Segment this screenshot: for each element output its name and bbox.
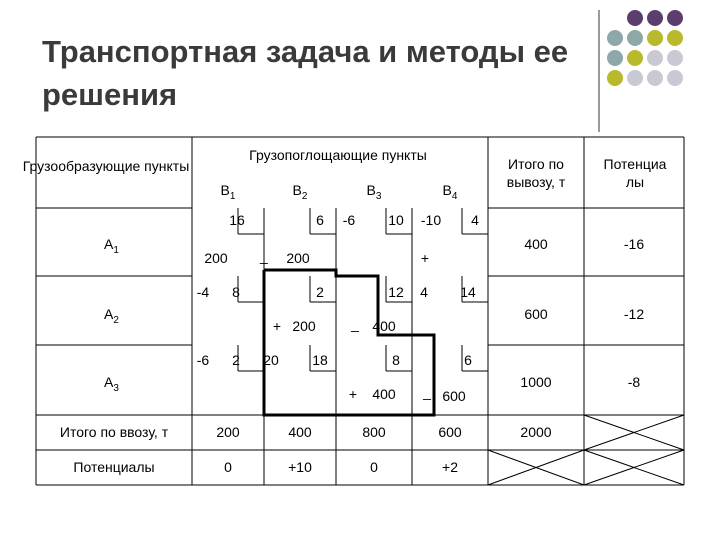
cell-cost: 2 bbox=[232, 352, 240, 368]
footer-in-value: 600 bbox=[438, 424, 462, 440]
footer-pot-value: +10 bbox=[288, 459, 312, 475]
footer-pot-label: Потенциалы bbox=[73, 459, 155, 475]
cell-potential: -10 bbox=[420, 212, 442, 228]
header-suppliers: Грузообразующие пункты bbox=[22, 158, 190, 174]
slide-title: Транспортная задача и методы ее решения bbox=[42, 34, 569, 112]
header-total-out: Итого по вывозу, т bbox=[506, 156, 566, 190]
footer-in-value: 400 bbox=[288, 424, 312, 440]
cell-cost: 6 bbox=[316, 212, 324, 228]
footer-pot-value: 0 bbox=[224, 459, 232, 475]
footer-pot-value: 0 bbox=[370, 459, 378, 475]
cell-sign: + bbox=[348, 386, 358, 402]
cell-cost: 8 bbox=[232, 284, 240, 300]
cell-amount: 400 bbox=[372, 386, 396, 402]
footer-in-value: 800 bbox=[362, 424, 386, 440]
row-total: 1000 bbox=[520, 374, 552, 390]
footer-pot-value: +2 bbox=[442, 459, 458, 475]
consumer-header-b2: $B_2$ bbox=[292, 182, 308, 202]
cell-amount: 400 bbox=[372, 318, 396, 334]
footer-in-total: 2000 bbox=[520, 424, 552, 440]
cell-cost: 2 bbox=[316, 284, 324, 300]
supplier-label-a3: $A_3$ bbox=[104, 374, 119, 394]
cell-cost: 8 bbox=[392, 352, 400, 368]
footer-in-label: Итого по ввозу, т bbox=[59, 424, 169, 440]
cell-cost: 10 bbox=[388, 212, 404, 228]
cell-amount: 200 bbox=[286, 250, 310, 266]
cell-potential: -6 bbox=[196, 352, 210, 368]
header-potential: Потенциалы bbox=[603, 156, 667, 190]
row-potential: -12 bbox=[623, 306, 645, 322]
row-total: 600 bbox=[524, 306, 548, 322]
cell-cost: 12 bbox=[388, 284, 404, 300]
supplier-label-a2: $A_2$ bbox=[104, 306, 119, 326]
header-consumers: Грузопоглощающие пункты bbox=[249, 147, 427, 163]
cell-cost: 6 bbox=[464, 352, 472, 368]
cell-sign: _ bbox=[351, 316, 359, 332]
consumer-header-b4: $B_4$ bbox=[442, 182, 458, 202]
cell-cost: 14 bbox=[460, 284, 476, 300]
cell-sign: + bbox=[420, 250, 430, 266]
cell-amount: 200 bbox=[292, 318, 316, 334]
cell-sign: _ bbox=[423, 384, 431, 400]
footer-in-value: 200 bbox=[216, 424, 240, 440]
cell-potential: 4 bbox=[420, 284, 428, 300]
cell-cost: 16 bbox=[229, 212, 245, 228]
cell-potential: -4 bbox=[196, 284, 210, 300]
consumer-header-b1: $B_1$ bbox=[220, 182, 236, 202]
cell-potential: -6 bbox=[342, 212, 356, 228]
cell-cost: 4 bbox=[471, 212, 479, 228]
consumer-header-b3: $B_3$ bbox=[366, 182, 382, 202]
cell-amount: 600 bbox=[442, 388, 466, 404]
cell-sign: _ bbox=[260, 248, 268, 264]
cell-sign: + bbox=[272, 318, 282, 334]
row-potential: -16 bbox=[623, 236, 645, 252]
cell-cost: 18 bbox=[312, 352, 328, 368]
cell-potential: 20 bbox=[263, 352, 279, 368]
supplier-label-a1: $A_1$ bbox=[104, 236, 119, 256]
row-total: 400 bbox=[524, 236, 548, 252]
row-potential: -8 bbox=[627, 374, 641, 390]
cell-amount: 200 bbox=[204, 250, 228, 266]
